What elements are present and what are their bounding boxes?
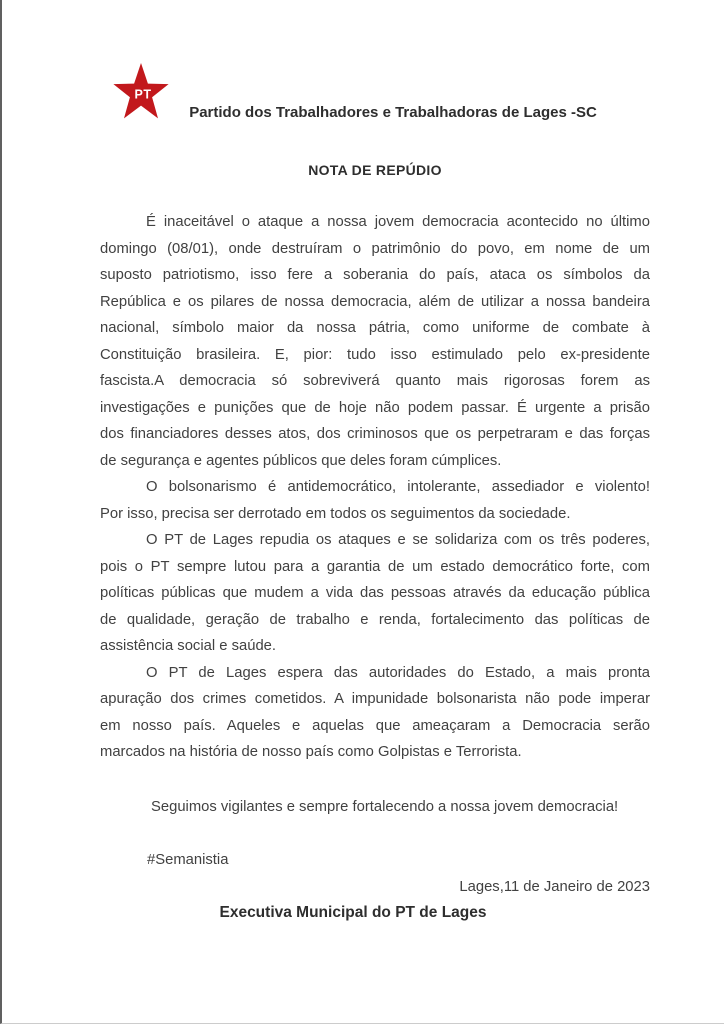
body-line: pois o PT sempre lutou para a garantia de um estado democrático forte, com xyxy=(100,558,650,575)
body-line: Constituição brasileira. E, pior: tudo isso estimulado pelo ex-presidente xyxy=(100,346,650,363)
body-line: investigações e punições que de hoje não podem passar. É urgente a prisão xyxy=(100,399,650,416)
closing-line: Seguimos vigilantes e sempre fortalecendo a nossa jovem democracia! xyxy=(151,799,619,815)
body-line: nacional, símbolo maior da nossa pátria, como uniforme de combate à xyxy=(100,320,650,336)
body-line: domingo (08/01), onde destruíram o patrimônio do povo, em nome de um xyxy=(100,240,650,257)
body-line: de qualidade, geração de trabalho e renda, fortalecimento das políticas de xyxy=(100,611,650,628)
body-line: fascista.A democracia só sobreviverá quanto mais rigorosas forem as xyxy=(100,373,650,389)
body-line: O PT de Lages espera das autoridades do Estado, a mais pronta xyxy=(146,664,650,681)
body-line: suposto patriotismo, isso fere a soberania do país, ataca os símbolos da xyxy=(100,267,650,283)
body-line: República e os pilares de nossa democracia, além de utilizar a nossa bandeira xyxy=(100,293,650,310)
body-line: assistência social e saúde. xyxy=(100,638,277,654)
body-line: Por isso, precisa ser derrotado em todos os seguimentos da sociedade. xyxy=(100,505,571,522)
body-line: dos financiadores desses atos, dos criminosos que os perpetraram e das forças xyxy=(100,426,650,442)
doc-title: NOTA DE REPÚDIO xyxy=(308,162,442,178)
body-line: em nosso país. Aqueles e aquelas que ameaçaram a Democracia serão xyxy=(100,717,650,734)
dateline: Lages,11 de Janeiro de 2023 xyxy=(459,879,650,895)
pt-star-label: PT xyxy=(134,86,152,102)
body-line: marcados na história de nosso país como Golpistas e Terrorista. xyxy=(100,744,522,760)
body-line: de segurança e agentes públicos que deles foram cúmplices. xyxy=(100,452,502,469)
body-text xyxy=(100,209,650,766)
body-line: políticas públicas que mudem a vida das pessoas através da educação pública xyxy=(100,585,650,601)
body-line: É inaceitável o ataque a nossa jovem democracia acontecido no último xyxy=(146,214,650,230)
body-line: O PT de Lages repudia os ataques e se solidariza com os três poderes, xyxy=(146,532,650,548)
body-line: apuração dos crimes cometidos. A impunidade bolsonarista não pode imperar xyxy=(100,691,650,707)
body-line: O bolsonarismo é antidemocrático, intolerante, assediador e violento! xyxy=(146,479,650,495)
hashtag-line: #Semanistia xyxy=(147,852,229,868)
org-name: Partido dos Trabalhadores e Trabalhadoras de Lages -SC xyxy=(189,104,597,121)
signature-line: Executiva Municipal do PT de Lages xyxy=(219,904,487,921)
